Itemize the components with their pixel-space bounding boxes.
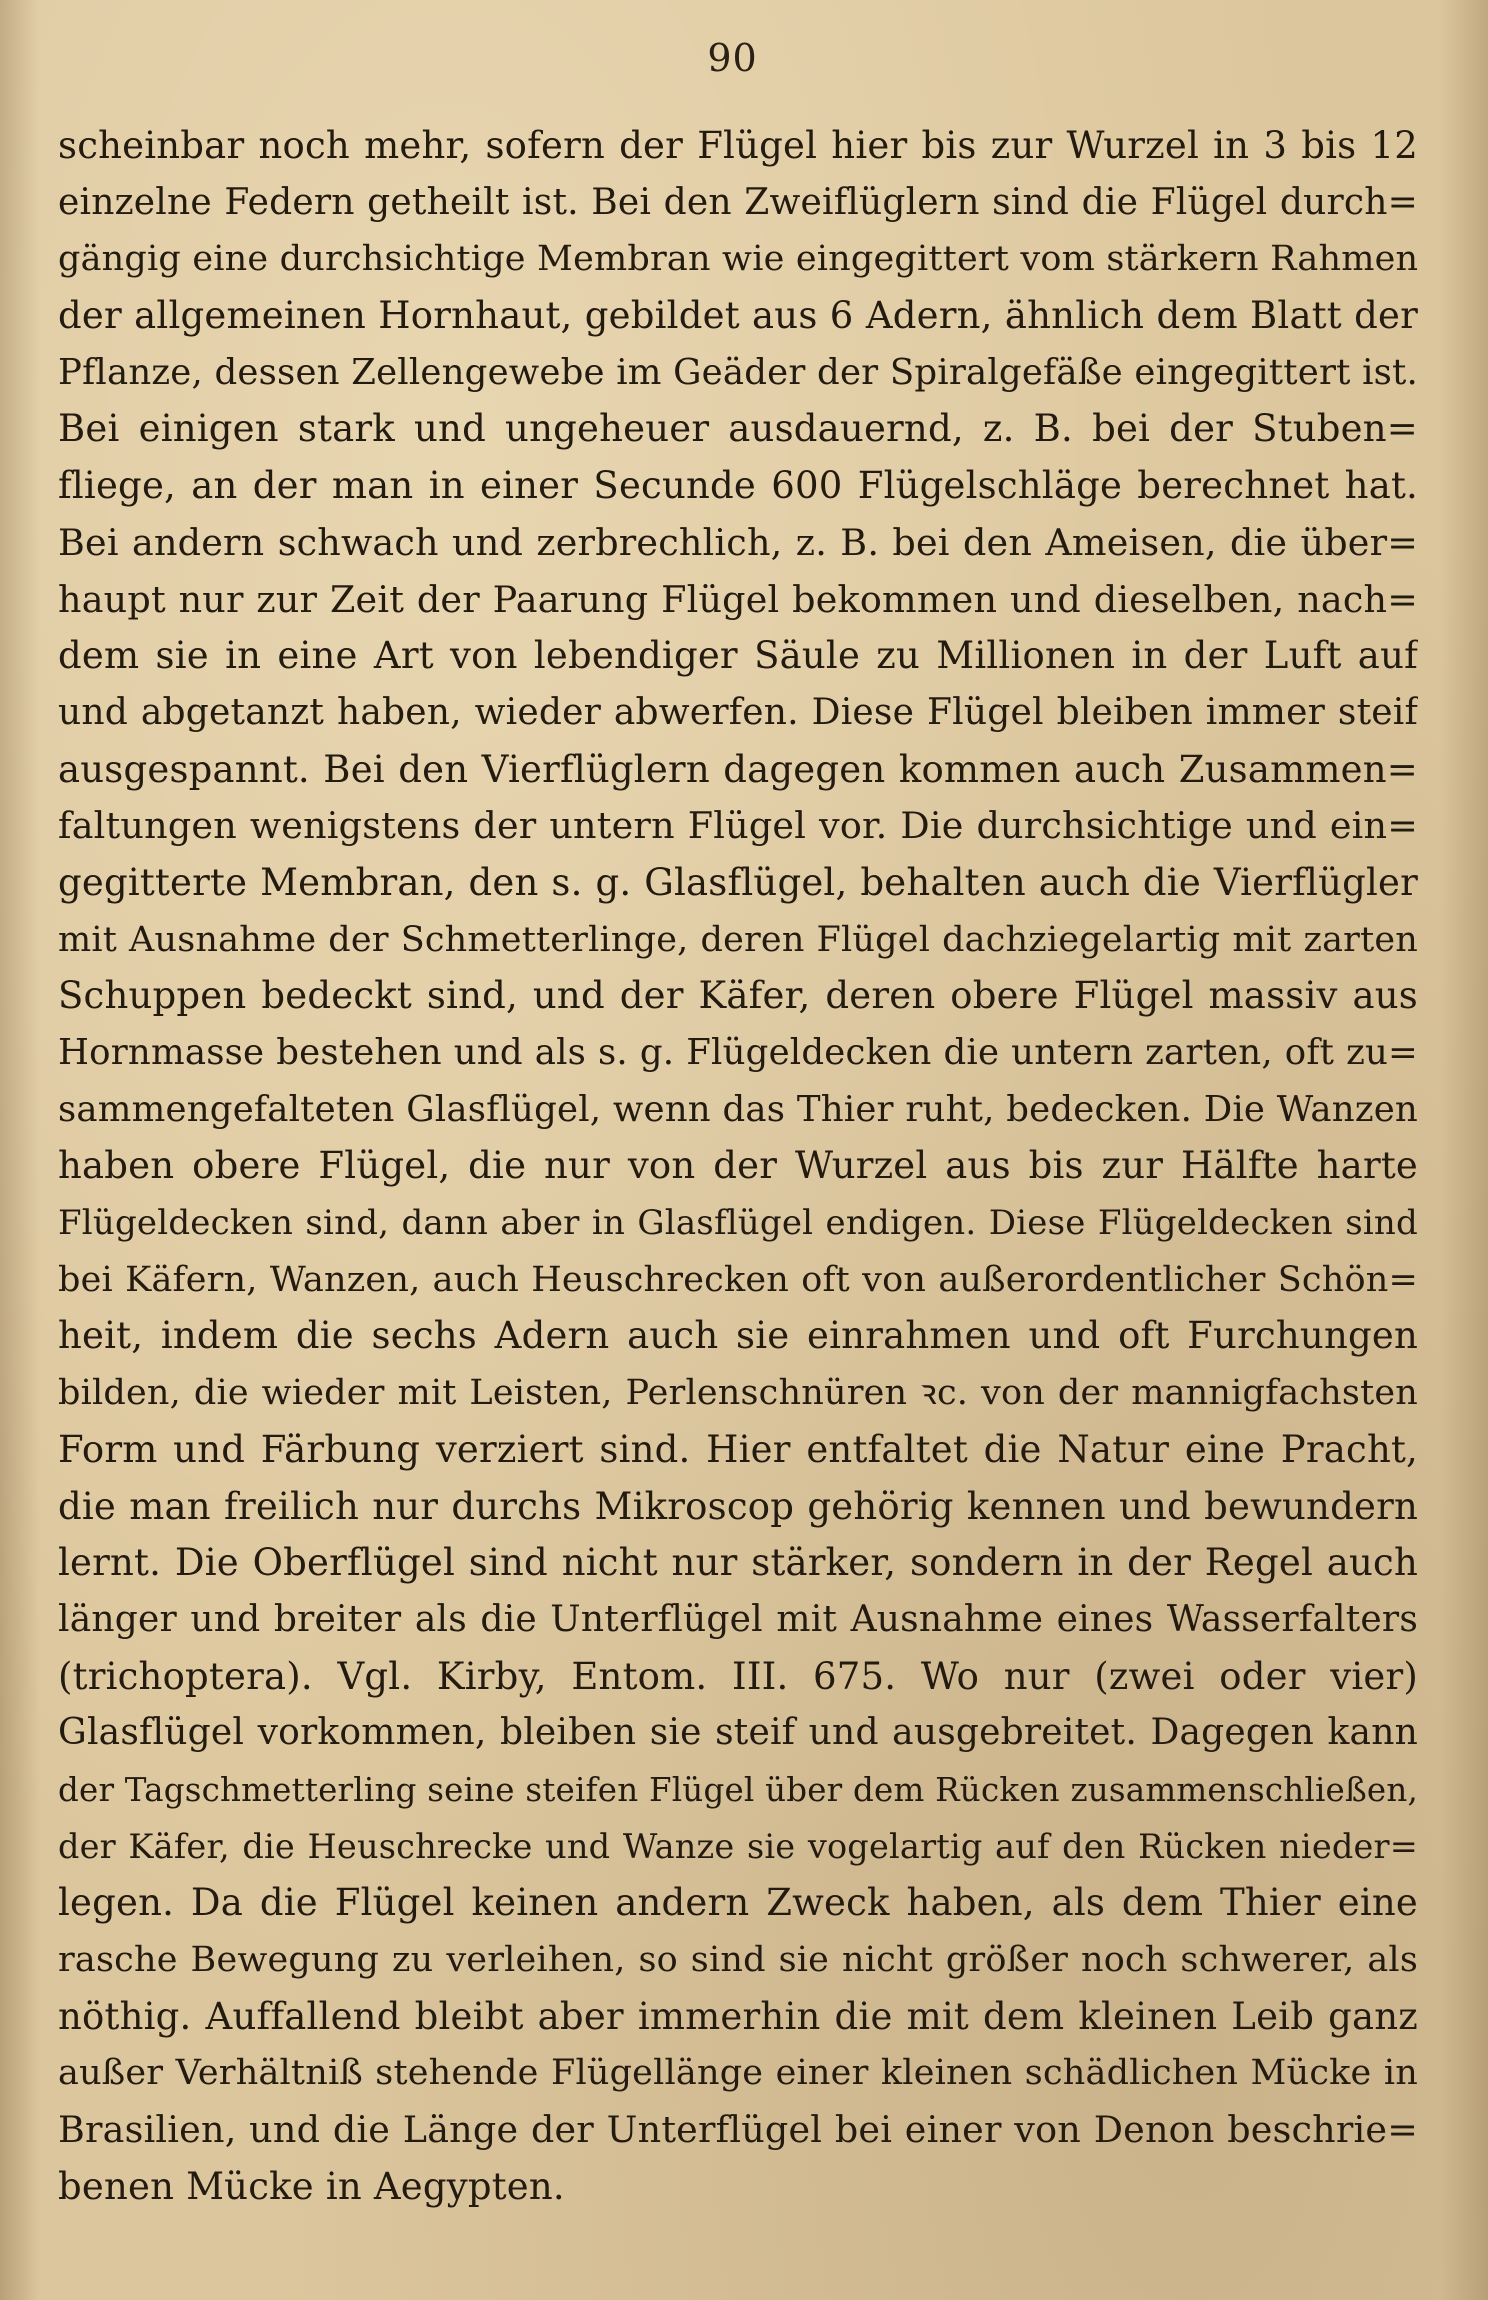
text-line: mit Ausnahme der Schmetterlinge, deren Flügel dachziegelartig mit zarten bbox=[58, 919, 1418, 960]
text-line: fliege, an der man in einer Secunde 600 Flügelschläge berechnet hat. bbox=[58, 464, 1418, 508]
text-line: rasche Bewegung zu verleihen, so sind sie nicht größer noch schwerer, als bbox=[58, 1940, 1418, 1980]
text-line: bilden, die wieder mit Leisten, Perlenschnüren ꝛc. von der mannigfachsten bbox=[58, 1373, 1418, 1414]
text-line: haben obere Flügel, die nur von der Wurzel aus bis zur Hälfte harte bbox=[58, 1144, 1418, 1188]
text-line: lernt. Die Oberflügel sind nicht nur stärker, sondern in der Regel auch bbox=[58, 1541, 1418, 1585]
text-line: Hornmasse bestehen und als s. g. Flügeldecken die untern zarten, oft zu= bbox=[58, 1032, 1418, 1073]
text-line: Flügeldecken sind, dann aber in Glasflügel endigen. Diese Flügeldecken sind bbox=[58, 1203, 1418, 1244]
body-text bbox=[58, 118, 1418, 2215]
text-line: nöthig. Auffallend bleibt aber immerhin die mit dem kleinen Leib ganz bbox=[58, 1994, 1418, 2038]
text-line: Pflanze, dessen Zellengewebe im Geäder der Spiralgefäße eingegittert ist. bbox=[58, 351, 1418, 393]
text-line: der allgemeinen Hornhaut, gebildet aus 6 Adern, ähnlich dem Blatt der bbox=[58, 294, 1418, 338]
text-line: benen Mücke in Aegypten. bbox=[58, 2164, 565, 2208]
text-line: länger und breiter als die Unterflügel mit Ausnahme eines Wasserfalters bbox=[58, 1598, 1418, 1640]
text-line: Brasilien, und die Länge der Unterflügel bei einer von Denon beschrie= bbox=[58, 2108, 1418, 2152]
text-line: einzelne Federn getheilt ist. Bei den Zweiflüglern sind die Flügel durch= bbox=[58, 181, 1418, 223]
text-line: Glasflügel vorkommen, bleiben sie steif und ausgebreitet. Dagegen kann bbox=[58, 1712, 1418, 1754]
text-line: gängig eine durchsichtige Membran wie eingegittert vom stärkern Rahmen bbox=[58, 239, 1418, 280]
text-line: Schuppen bedeckt sind, und der Käfer, deren obere Flügel massiv aus bbox=[58, 974, 1418, 1018]
text-line: (trichoptera). Vgl. Kirby, Entom. III. 675. Wo nur (zwei oder vier) bbox=[58, 1654, 1418, 1698]
text-line: scheinbar noch mehr, sofern der Flügel hier bis zur Wurzel in 3 bis 12 bbox=[58, 124, 1418, 167]
text-line: außer Verhältniß stehende Flügellänge einer kleinen schädlichen Mücke in bbox=[58, 2053, 1418, 2094]
text-line: Form und Färbung verziert sind. Hier entfaltet die Natur eine Pracht, bbox=[58, 1427, 1418, 1471]
text-line: Bei andern schwach und zerbrechlich, z. B. bei den Ameisen, die über= bbox=[58, 520, 1418, 564]
text-line: gegitterte Membran, den s. g. Glasflügel, behalten auch die Vierflügler bbox=[58, 860, 1418, 904]
text-line: der Tagschmetterling seine steifen Flügel über dem Rücken zusammenschließen, bbox=[58, 1770, 1418, 1809]
text-line: Bei einigen stark und ungeheuer ausdauernd, z. B. bei der Stuben= bbox=[58, 407, 1418, 451]
page-number: 90 bbox=[707, 36, 758, 80]
text-line: haupt nur zur Zeit der Paarung Flügel bekommen und dieselben, nach= bbox=[58, 577, 1418, 621]
text-line: legen. Da die Flügel keinen andern Zweck haben, als dem Thier eine bbox=[58, 1881, 1418, 1925]
text-line: ausgespannt. Bei den Vierflüglern dagegen kommen auch Zusammen= bbox=[58, 747, 1418, 791]
text-line: der Käfer, die Heuschrecke und Wanze sie vogelartig auf den Rücken nieder= bbox=[58, 1826, 1418, 1866]
text-line: bei Käfern, Wanzen, auch Heuschrecken oft von außerordentlicher Schön= bbox=[58, 1259, 1418, 1300]
text-line: faltungen wenigstens der untern Flügel vor. Die durchsichtige und ein= bbox=[58, 804, 1418, 848]
text-line: dem sie in eine Art von lebendiger Säule zu Millionen in der Luft auf bbox=[58, 634, 1418, 678]
text-line: die man freilich nur durchs Mikroscop gehörig kennen und bewundern bbox=[58, 1484, 1418, 1528]
text-line: sammengefalteten Glasflügel, wenn das Thier ruht, bedecken. Die Wanzen bbox=[58, 1088, 1418, 1130]
text-line: heit, indem die sechs Adern auch sie einrahmen und oft Furchungen bbox=[58, 1314, 1418, 1358]
text-line: und abgetanzt haben, wieder abwerfen. Diese Flügel bleiben immer steif bbox=[58, 691, 1418, 733]
